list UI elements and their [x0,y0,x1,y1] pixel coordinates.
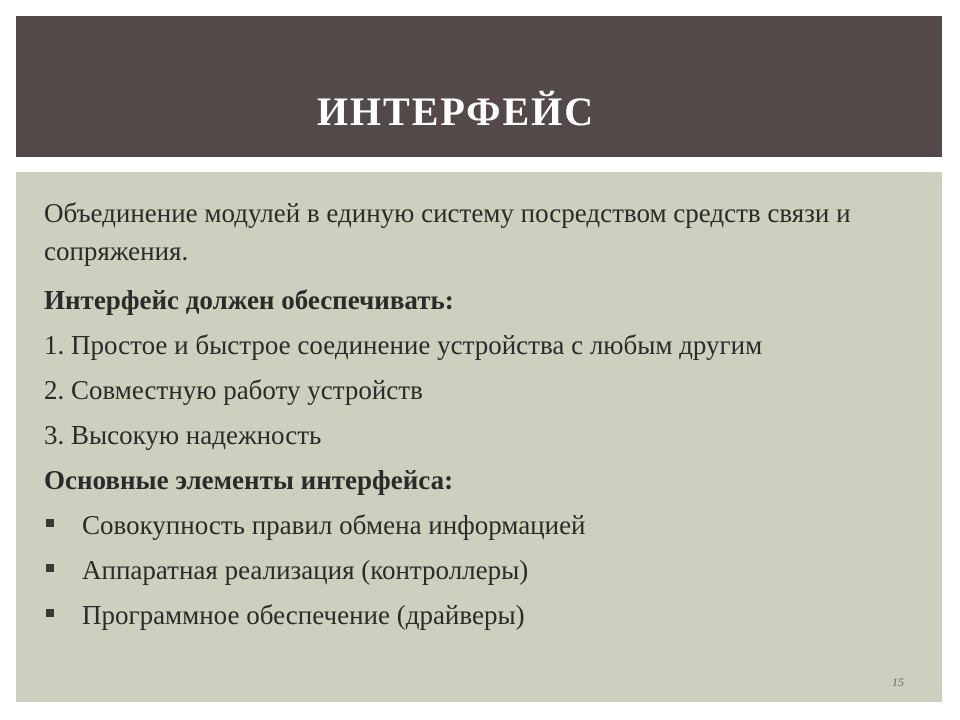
bullet-item [44,593,924,638]
bullet-item-label: Аппаратная реализация (контроллеры) [82,555,529,585]
intro-paragraph: Объединение модулей в единую систему посредством средств связи и сопряжения. [44,198,851,266]
bullet-item [44,548,924,593]
title-banner [16,16,942,157]
square-bullet-icon [46,609,54,617]
numbered-item: 2. Совместную работу устройств [44,375,423,405]
bullet-item-label: Совокупность правил обмена информацией [82,510,586,540]
square-bullet-icon [46,519,54,527]
bullet-item-label: Программное обеспечение (драйверы) [82,600,525,630]
bullet-item [44,503,924,548]
numbered-item: 3. Высокую надежность [44,420,322,450]
page-number: 15 [892,675,904,689]
requirements-heading: Интерфейс должен обеспечивать: [44,285,454,315]
square-bullet-icon [46,564,54,572]
elements-heading: Основные элементы интерфейса: [44,465,454,495]
slide-title: ИНТЕРФЕЙС [316,89,596,134]
numbered-item: 1. Простое и быстрое соединение устройства с любым другим [44,330,763,360]
content-body [44,194,924,638]
content-panel [16,172,942,702]
